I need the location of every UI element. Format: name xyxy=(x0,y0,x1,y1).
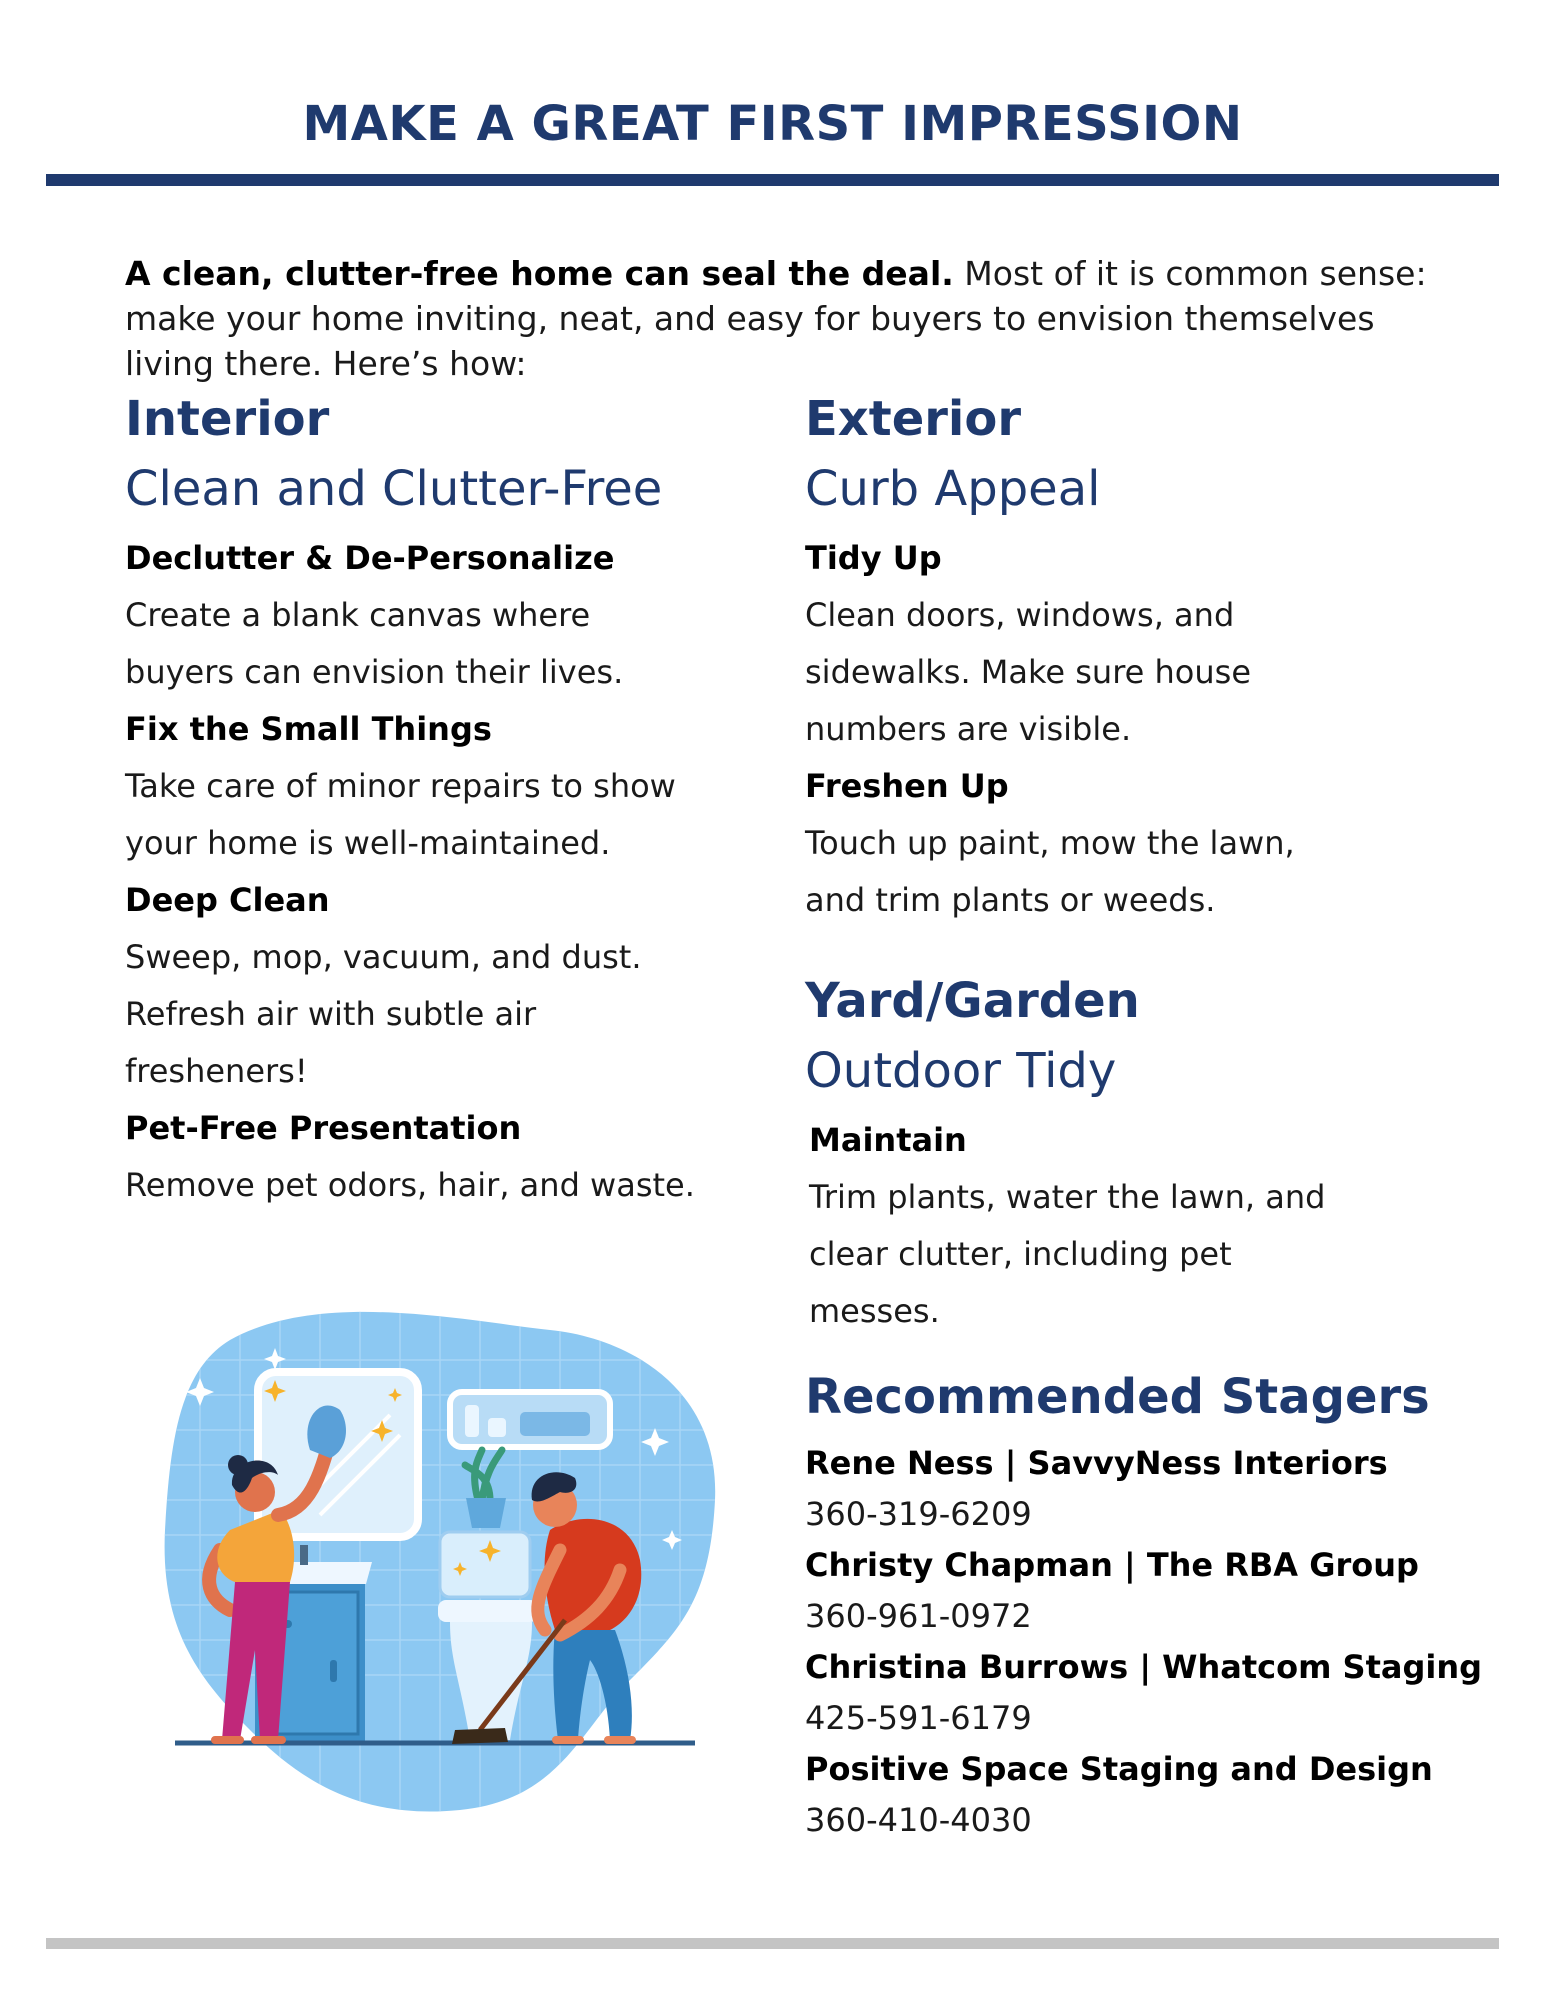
interior-item-title: Pet-Free Presentation xyxy=(125,1109,522,1147)
exterior-item-desc-line: sidewalks. Make sure house xyxy=(805,653,1252,691)
interior-item-desc-line: buyers can envision their lives. xyxy=(125,653,624,691)
exterior-item-title: Tidy Up xyxy=(805,539,942,577)
footer-divider xyxy=(46,1938,1499,1949)
yard-item-title: Maintain xyxy=(809,1121,967,1159)
interior-section xyxy=(125,384,745,1214)
yard-subheading: Outdoor Tidy xyxy=(805,1043,1117,1099)
yard-section xyxy=(805,966,1505,1340)
interior-item-desc-line: Take care of minor repairs to show xyxy=(125,767,676,805)
intro-lead: A clean, clutter-free home can seal the deal. xyxy=(125,254,954,293)
exterior-heading: Exterior xyxy=(805,391,1022,447)
interior-item-desc-line: fresheners! xyxy=(125,1052,308,1090)
yard-heading: Yard/Garden xyxy=(805,973,1140,1029)
interior-item-title: Declutter & De-Personalize xyxy=(125,539,615,577)
toilet-tank xyxy=(440,1532,530,1597)
interior-item-title: Deep Clean xyxy=(125,881,330,919)
stager-phone: 360-961-0972 xyxy=(805,1597,1032,1635)
stager-name: Rene Ness | SavvyNess Interiors xyxy=(805,1444,1388,1482)
stager-name: Christina Burrows | Whatcom Staging xyxy=(805,1648,1483,1686)
bathroom-cleaning-illustration xyxy=(160,1300,740,1820)
intro-paragraph xyxy=(125,251,1455,386)
interior-item-desc-line: Remove pet odors, hair, and waste. xyxy=(125,1166,695,1204)
interior-item-desc-line: Create a blank canvas where xyxy=(125,596,591,634)
yard-item-desc-line: clear clutter, including pet xyxy=(809,1235,1232,1273)
exterior-item-desc-line: and trim plants or weeds. xyxy=(805,881,1216,919)
title-divider xyxy=(46,174,1499,186)
plant-pot xyxy=(466,1498,506,1528)
stagers-section xyxy=(805,1362,1525,1846)
stagers-heading: Recommended Stagers xyxy=(805,1369,1430,1425)
stager-name: Christy Chapman | The RBA Group xyxy=(805,1546,1419,1584)
exterior-section xyxy=(805,384,1505,929)
exterior-subheading: Curb Appeal xyxy=(805,461,1101,517)
page-title: MAKE A GREAT FIRST IMPRESSION xyxy=(302,96,1243,152)
interior-heading: Interior xyxy=(125,391,330,447)
illustration-svg xyxy=(160,1300,740,1820)
yard-item-desc-line: messes. xyxy=(809,1292,940,1330)
interior-item-title: Fix the Small Things xyxy=(125,710,492,748)
exterior-item-desc-line: Touch up paint, mow the lawn, xyxy=(805,824,1295,862)
exterior-item-desc-line: numbers are visible. xyxy=(805,710,1132,748)
stager-name: Positive Space Staging and Design xyxy=(805,1750,1433,1788)
yard-item-desc-line: Trim plants, water the lawn, and xyxy=(809,1178,1326,1216)
interior-item-desc-line: your home is well-maintained. xyxy=(125,824,611,862)
exterior-item-desc-line: Clean doors, windows, and xyxy=(805,596,1235,634)
interior-item-desc-line: Sweep, mop, vacuum, and dust. xyxy=(125,938,642,976)
stager-phone: 360-410-4030 xyxy=(805,1801,1032,1839)
stager-phone: 360-319-6209 xyxy=(805,1495,1032,1533)
stager-phone: 425-591-6179 xyxy=(805,1699,1032,1737)
interior-subheading: Clean and Clutter-Free xyxy=(125,461,663,517)
interior-item-desc-line: Refresh air with subtle air xyxy=(125,995,537,1033)
exterior-item-title: Freshen Up xyxy=(805,767,1009,805)
intro-rest: Most of it is common sense: make your home inviting, neat, and easy for buyers to envision themselves living there. Here’s how: xyxy=(125,254,1427,383)
